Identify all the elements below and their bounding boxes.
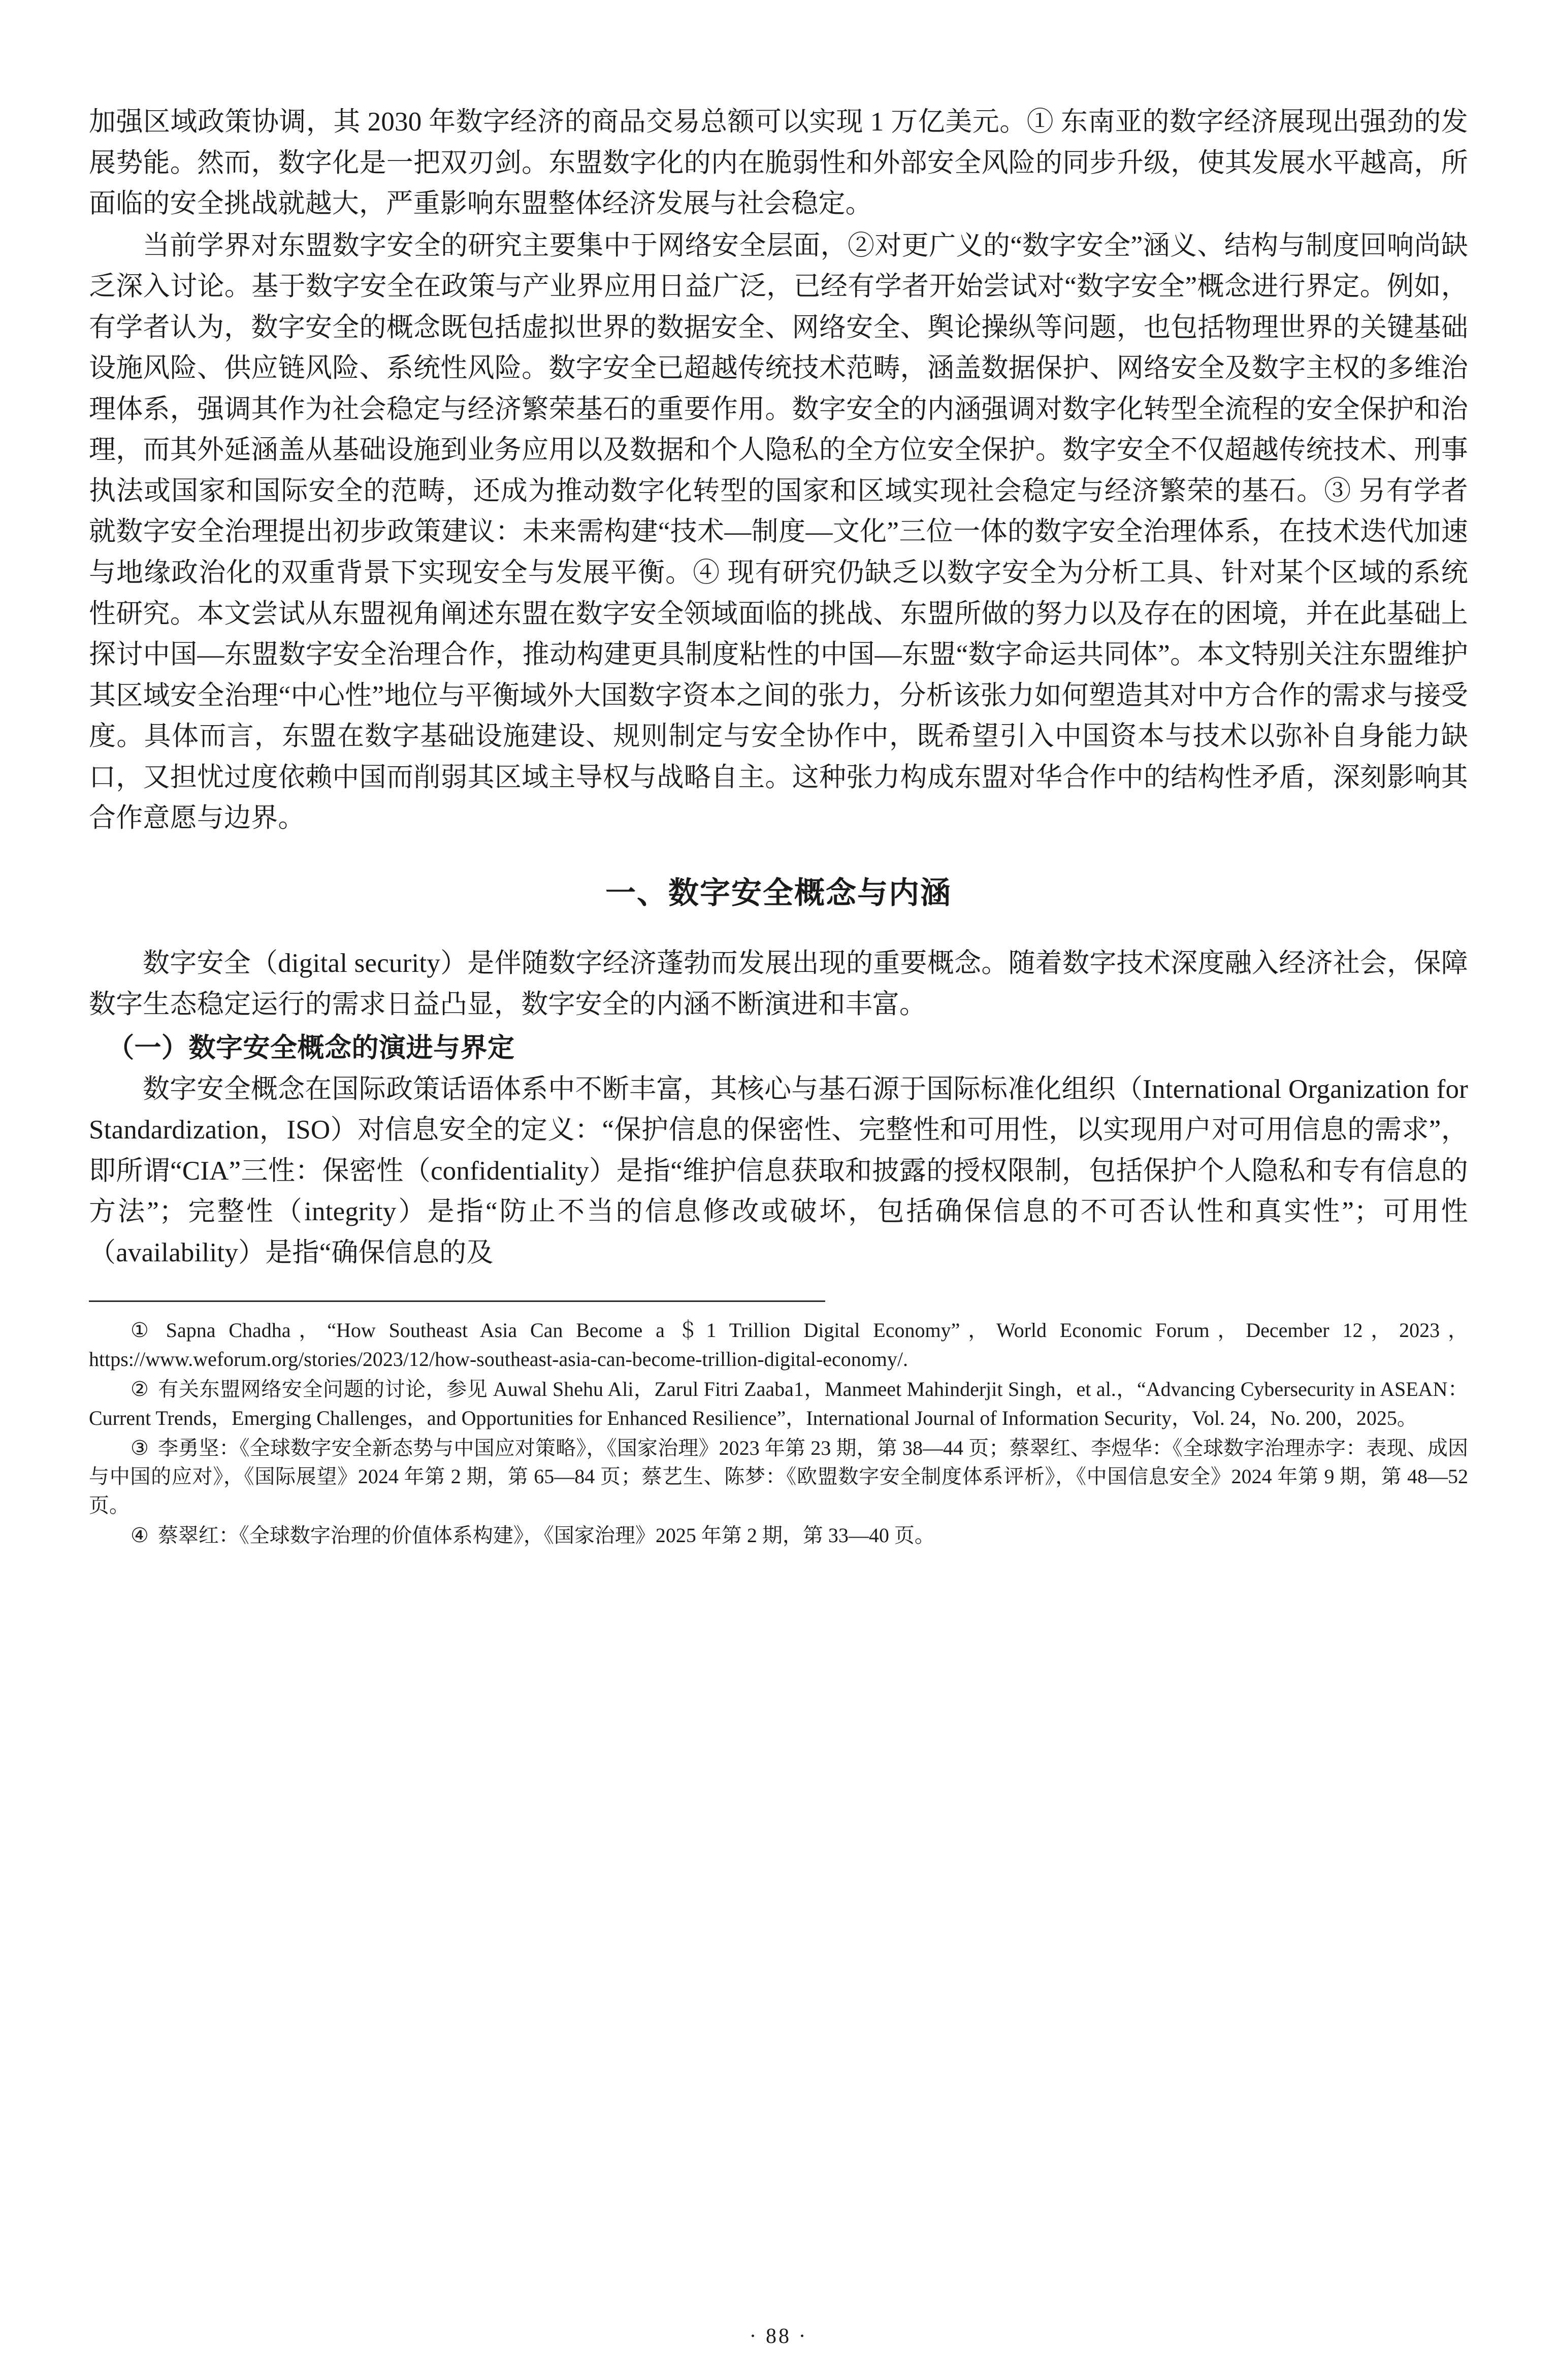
footnote-marker: ④ [131,1523,149,1547]
footnote-block [89,1316,1468,1550]
footnote-item [89,1375,1468,1433]
footnote-item [89,1434,1468,1520]
footnote-divider [89,1300,825,1302]
footnote-text: Sapna Chadha，“How Southeast Asia Can Become a ＄1 Trillion Digital Economy”，World Economic Forum，December 12，2023，https://www.weforum.org/stories/2023/12/how-southeast-asia-can-become-trillion-digital-economy/. [89,1319,1469,1371]
footnote-marker: ② [131,1378,149,1400]
paragraph-3: 数字安全（digital security）是伴随数字经济蓬勃而发展出现的重要概念。随着数字技术深度融入经济社会，保障数字生态稳定运行的需求日益凸显，数字安全的内涵不断演进和丰富。 [89,949,1468,1019]
footnote-item [89,1316,1468,1374]
paragraph-2: 当前学界对东盟数字安全的研究主要集中于网络安全层面，②对更广义的“数字安全”涵义、结构与制度回响尚缺乏深入讨论。基于数字安全在政策与产业界应用日益广泛，已经有学者开始尝试对“数字安全”概念进行界定。例如，有学者认为，数字安全的概念既包括虚拟世界的数据安全、网络安全、舆论操纵等问题，也包括物理世界的关键基础设施风险、供应链风险、系统性风险。数字安全已超越传统技术范畴，涵盖数据保护、网络安全及数字主权的多维治理体系，强调其作为社会稳定与经济繁荣基石的重要作用。数字安全的内涵强调对数字化转型全流程的安全保护和治理，而其外延涵盖从基础设施到业务应用以及数据和个人隐私的全方位安全保护。数字安全不仅超越传统技术、刑事执法或国家和国际安全的范畴，还成为推动数字化转型的国家和区域实现社会稳定与经济繁荣的基石。③ 另有学者就数字安全治理提出初步政策建议：未来需构建“技术—制度—文化”三位一体的数字安全治理体系，在技术迭代加速与地缘政治化的双重背景下实现安全与发展平衡。④ 现有研究仍缺乏以数字安全为分析工具、针对某个区域的系统性研究。本文尝试从东盟视角阐述东盟在数字安全领域面临的挑战、东盟所做的努力以及存在的困境，并在此基础上探讨中国—东盟数字安全治理合作，推动构建更具制度粘性的中国—东盟“数字命运共同体”。本文特别关注东盟维护其区域安全治理“中心性”地位与平衡域外大国数字资本之间的张力，分析该张力如何塑造其对中方合作的需求与接受度。具体而言，东盟在数字基础设施建设、规则制定与安全协作中，既希望引入中国资本与技术以弥补自身能力缺口，又担忧过度依赖中国而削弱其区域主导权与战略自主。这种张力构成东盟对华合作中的结构性矛盾，深刻影响其合作意愿与边界。 [89,231,1468,833]
main-text-column [89,102,1468,1273]
section-heading: 一、数字安全概念与内涵 [605,876,952,910]
page-number: · 88 · [749,2325,808,2348]
footnote-text: 李勇坚：《全球数字安全新态势与中国应对策略》，《国家治理》2023 年第 23 期，第 38—44 页；蔡翠红、李煜华：《全球数字治理赤字：表现、成因与中国的应对》，《国际展望》2024 年第 2 期，第 65—84 页；蔡艺生、陈梦：《欧盟数字安全制度体系评析》，《中国信息安全》2024 年第 9 期，第 48—52 页。 [89,1436,1469,1517]
footnote-marker: ① [131,1319,157,1342]
footnote-item [89,1521,1468,1550]
footnote-marker: ③ [131,1436,149,1459]
paragraph-4: 数字安全概念在国际政策话语体系中不断丰富，其核心与基石源于国际标准化组织（International Organization for Standardization，ISO）对信息安全的定义：“保护信息的保密性、完整性和可用性，以实现用户对可用信息的需求”，即所谓“CIA”三性：保密性（confidentiality）是指“维护信息获取和披露的授权限制，包括保护个人隐私和专有信息的方法”；完整性（integrity）是指“防止不当的信息修改或破坏，包括确保信息的不可否认性和真实性”；可用性（availability）是指“确保信息的及 [89,1074,1468,1267]
subsection-heading: （一）数字安全概念的演进与界定 [107,1033,515,1063]
footnote-text: 有关东盟网络安全问题的讨论，参见 Auwal Shehu Ali，Zarul Fitri Zaaba1，Manmeet Mahinderjit Singh，et al.，“Advancing Cybersecurity in ASEAN：Current Trends，Emerging Challenges，and Opportunities for Enhanced Resilience”，International Journal of Information Security，Vol. 24，No. 200，2025。 [89,1378,1469,1429]
footnote-text: 蔡翠红：《全球数字治理的价值体系构建》，《国家治理》2025 年第 2 期，第 33—40 页。 [157,1523,935,1547]
paragraph-1: 加强区域政策协调，其 2030 年数字经济的商品交易总额可以实现 1 万亿美元。① 东南亚的数字经济展现出强劲的发展势能。然而，数字化是一把双刃剑。东盟数字化的内在脆弱性和外部安全风险的同步升级，使其发展水平越高，所面临的安全挑战就越大，严重影响东盟整体经济发展与社会稳定。 [89,107,1468,219]
